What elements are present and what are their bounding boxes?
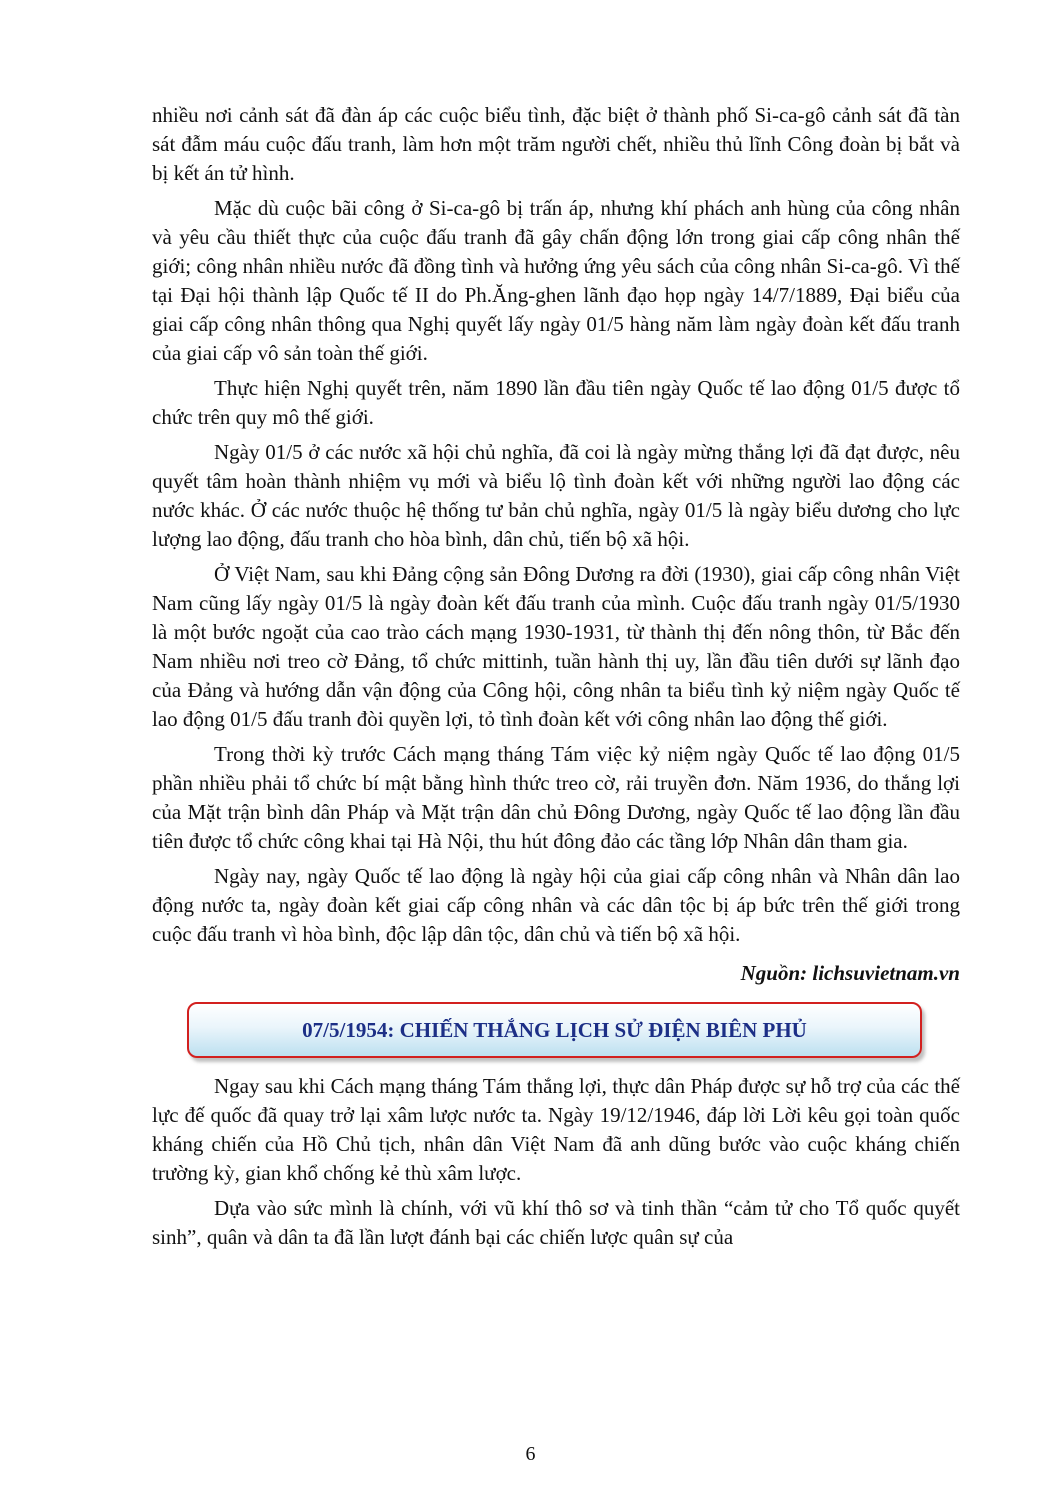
paragraph: Ngày 01/5 ở các nước xã hội chủ nghĩa, đã coi là ngày mừng thắng lợi đã đạt được, nêu quyết tâm hoàn thành nhiệm vụ mới và biểu lộ tình đoàn kết với những người lao động các nước khác. Ở các nước thuộc hệ thống tư bản chủ nghĩa, ngày 01/5 là ngày biểu dương cho lực lượng lao động, đấu tranh cho hòa bình, dân chủ, tiến bộ xã hội.	[152, 440, 960, 551]
paragraph: Ngay sau khi Cách mạng tháng Tám thắng lợi, thực dân Pháp được sự hỗ trợ của các thế lực đế quốc đã quay trở lại xâm lược nước ta. Ngày 19/12/1946, đáp lời Lời kêu gọi toàn quốc kháng chiến của Hồ Chủ tịch, nhân dân Việt Nam đã anh dũng bước vào cuộc kháng chiến trường kỳ, gian khổ chống kẻ thù xâm lược.	[152, 1074, 960, 1185]
page-number: 6	[525, 1443, 536, 1465]
section-title: 07/5/1954: CHIẾN THẮNG LỊCH SỬ ĐIỆN BIÊN PHỦ	[187, 1002, 922, 1058]
paragraph: Trong thời kỳ trước Cách mạng tháng Tám việc kỷ niệm ngày Quốc tế lao động 01/5 phần nhiều phải tổ chức bí mật bằng hình thức treo cờ, rải truyền đơn. Năm 1936, do thắng lợi của Mặt trận bình dân Pháp và Mặt trận dân chủ Đông Dương, ngày Quốc tế lao động lần đầu tiên được tổ chức công khai tại Hà Nội, thu hút đông đảo các tầng lớp Nhân dân tham gia.	[152, 742, 960, 853]
paragraph: nhiều nơi cảnh sát đã đàn áp các cuộc biểu tình, đặc biệt ở thành phố Si-ca-gô cảnh sát đã tàn sát đẫm máu cuộc đấu tranh, làm hơn một trăm người chết, nhiều thủ lĩnh Công đoàn bị bắt và bị kết án tử hình.	[152, 103, 960, 185]
section-banner	[187, 1002, 922, 1058]
paragraph: Mặc dù cuộc bãi công ở Si-ca-gô bị trấn áp, nhưng khí phách anh hùng của công nhân và yêu cầu thiết thực của cuộc đấu tranh đã gây chấn động lớn trong giai cấp công nhân thế giới; công nhân nhiều nước đã đồng tình và hưởng ứng yêu sách của công nhân Si-ca-gô. Vì thế tại Đại hội thành lập Quốc tế II do Ph.Ăng-ghen lãnh đạo họp ngày 14/7/1889, Đại biểu của giai cấp công nhân thông qua Nghị quyết lấy ngày 01/5 hàng năm làm ngày đoàn kết đấu tranh của giai cấp vô sản toàn thế giới.	[152, 196, 960, 365]
paragraph: Thực hiện Nghị quyết trên, năm 1890 lần đầu tiên ngày Quốc tế lao động 01/5 được tổ chức trên quy mô thế giới.	[152, 376, 960, 429]
source-citation: Nguồn: lichsuvietnam.vn	[740, 961, 960, 985]
paragraph: Ngày nay, ngày Quốc tế lao động là ngày hội của giai cấp công nhân và Nhân dân lao động nước ta, ngày đoàn kết giai cấp công nhân và các dân tộc bị áp bức trên thế giới trong cuộc đấu tranh vì hòa bình, độc lập dân tộc, dân chủ và tiến bộ xã hội.	[152, 864, 960, 946]
page-content	[152, 101, 960, 1252]
paragraph: Ở Việt Nam, sau khi Đảng cộng sản Đông Dương ra đời (1930), giai cấp công nhân Việt Nam cũng lấy ngày 01/5 là ngày đoàn kết đấu tranh của mình. Cuộc đấu tranh ngày 01/5/1930 là một bước ngoặt của cao trào cách mạng 1930-1931, từ thành thị đến nông thôn, từ Bắc đến Nam nhiều nơi treo cờ Đảng, tổ chức mittinh, tuần hành thị uy, lần đầu tiên dưới sự lãnh đạo của Đảng và hướng dẫn vận động của Công hội, công nhân ta biểu tình kỷ niệm ngày Quốc tế lao động 01/5 đấu tranh đòi quyền lợi, tỏ tình đoàn kết với công nhân lao động thế giới.	[152, 562, 960, 731]
paragraph: Dựa vào sức mình là chính, với vũ khí thô sơ và tinh thần “cảm tử cho Tổ quốc quyết sinh”, quân và dân ta đã lần lượt đánh bại các chiến lược quân sự của	[152, 1196, 960, 1249]
